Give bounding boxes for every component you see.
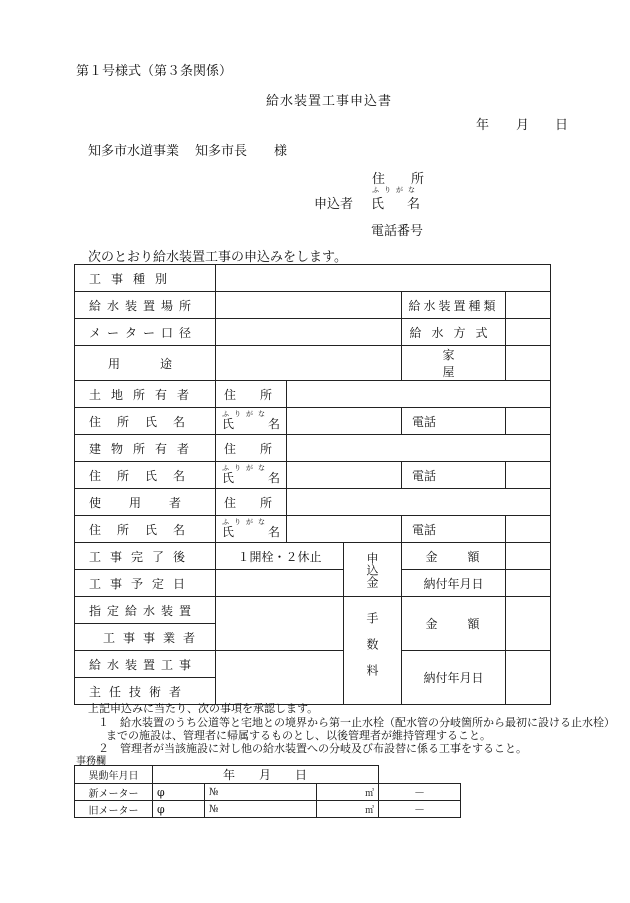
- land-owner-name-field[interactable]: [287, 408, 402, 435]
- work-type-label: 工事種別: [75, 265, 216, 292]
- building-owner-address-field[interactable]: [287, 435, 551, 462]
- building-owner-name-field[interactable]: [287, 462, 402, 489]
- change-date-field[interactable]: [153, 766, 379, 784]
- applicant-furigana: ふりがな: [372, 186, 420, 194]
- fee-label: 手数料: [344, 597, 402, 705]
- chief-engineer-label-2: 主任技術者: [75, 678, 216, 705]
- name-label-b: 名: [267, 525, 280, 539]
- usage-field[interactable]: [216, 346, 402, 381]
- addressee-sama: 様: [274, 144, 288, 159]
- land-owner-label: 土地所有者: [75, 381, 216, 408]
- applicant-address-label: 住 所: [372, 172, 425, 187]
- land-owner-name-label: 住所氏名: [75, 408, 216, 435]
- land-owner-phone-field[interactable]: [506, 408, 551, 435]
- note-line-4: ２ 管理者が当該施設に対し他の給水装置への分岐及び布設替に係る工事をすること。: [98, 742, 527, 755]
- user-address-label: 住 所: [216, 489, 287, 516]
- note-line-1: 上記申込みに当たり、次の事項を承認します。: [88, 702, 319, 715]
- supply-method-field[interactable]: [506, 319, 551, 346]
- applicant-name-label-b: 名: [407, 197, 421, 212]
- blank-cell: [379, 766, 461, 784]
- building-owner-phone-field[interactable]: [506, 462, 551, 489]
- user-name-label: 住所氏名: [75, 516, 216, 543]
- building-owner-address-label: 住 所: [216, 435, 287, 462]
- date-month: 月: [516, 118, 530, 133]
- fee-amount-label: 金 額: [402, 597, 506, 651]
- name-label-a: 氏: [222, 525, 235, 539]
- user-phone-field[interactable]: [506, 516, 551, 543]
- name-label-a: 氏: [222, 471, 235, 485]
- applicant-phone-label: 電話番号: [371, 224, 424, 239]
- office-table: [74, 765, 461, 818]
- building-owner-name-label: 住所氏名: [75, 462, 216, 489]
- house-field[interactable]: [506, 346, 551, 381]
- applicant-name-label-a: 氏: [371, 197, 385, 212]
- device-type-field[interactable]: [506, 292, 551, 319]
- user-label: 使用者: [75, 489, 216, 516]
- old-meter-m3[interactable]: ㎥: [317, 801, 379, 818]
- designated-contractor-label-1: 指定給水装置: [75, 597, 216, 624]
- old-meter-phi[interactable]: φ: [153, 801, 205, 818]
- land-owner-phone-label: 電話: [402, 408, 506, 435]
- note-line-2: １ 給水装置のうち公道等と宅地との境界から第一止水栓（配水管の分岐箇所から最初に設ける止水栓）: [98, 716, 615, 729]
- supply-method-label: 給水方式: [402, 319, 506, 346]
- new-meter-dash: －: [379, 784, 461, 801]
- new-meter-number[interactable]: №: [205, 784, 317, 801]
- intro-text: 次のとおり給水装置工事の申込みをします。: [88, 250, 347, 265]
- chief-engineer-label-1: 給水装置工事: [75, 651, 216, 678]
- scheduled-date-label: 工事予定日: [75, 570, 216, 597]
- furigana-label: ふりがな: [222, 464, 270, 472]
- building-owner-name-label-cell: [216, 462, 287, 489]
- name-label-b: 名: [267, 417, 280, 431]
- form-number: 第１号様式（第３条関係）: [76, 64, 233, 79]
- addressee-mayor: 知多市長: [195, 144, 248, 159]
- designated-contractor-field[interactable]: [216, 597, 344, 651]
- building-owner-label: 建物所有者: [75, 435, 216, 462]
- new-meter-label: 新メーター: [75, 784, 153, 801]
- user-address-field[interactable]: [287, 489, 551, 516]
- fee-payment-date-field[interactable]: [506, 651, 551, 705]
- office-title: 事務欄: [76, 756, 106, 767]
- land-owner-name-label-cell: [216, 408, 287, 435]
- furigana-label: ふりがな: [222, 518, 270, 526]
- new-meter-m3[interactable]: ㎥: [317, 784, 379, 801]
- name-label-b: 名: [267, 471, 280, 485]
- name-label-a: 氏: [222, 417, 235, 431]
- designated-contractor-label-2: 工事事業者: [75, 624, 216, 651]
- device-type-label: 給水装置種類: [402, 292, 506, 319]
- addressee-city: 知多市水道事業: [88, 144, 180, 159]
- date-day: 日: [555, 118, 569, 133]
- change-date-day: 日: [295, 768, 308, 782]
- deposit-amount-label: 金 額: [402, 543, 506, 570]
- old-meter-label: 旧メーター: [75, 801, 153, 818]
- user-name-label-cell: [216, 516, 287, 543]
- user-name-field[interactable]: [287, 516, 402, 543]
- land-owner-address-field[interactable]: [287, 381, 551, 408]
- scheduled-date-field[interactable]: [216, 570, 344, 597]
- meter-diameter-label: メーター口径: [75, 319, 216, 346]
- old-meter-dash: －: [379, 801, 461, 818]
- deposit-payment-date-label: 納付年月日: [402, 570, 506, 597]
- chief-engineer-field[interactable]: [216, 651, 344, 705]
- house-label: 家屋: [402, 346, 506, 381]
- note-line-3: までの施設は、管理者に帰属するものとし、以後管理者が維持管理すること。: [106, 729, 491, 742]
- applicant-label: 申込者: [314, 197, 354, 212]
- page-title: 給水装置工事申込書: [266, 94, 393, 109]
- date-year: 年: [476, 118, 490, 133]
- open-close-option[interactable]: １開栓・２休止: [216, 543, 344, 570]
- change-date-year: 年: [223, 768, 236, 782]
- location-label: 給水装置場所: [75, 292, 216, 319]
- meter-diameter-field[interactable]: [216, 319, 402, 346]
- change-date-month: 月: [259, 768, 272, 782]
- deposit-label: 申込金: [344, 543, 402, 597]
- furigana-label: ふりがな: [222, 410, 270, 418]
- fee-payment-date-label: 納付年月日: [402, 651, 506, 705]
- deposit-payment-date-field[interactable]: [506, 570, 551, 597]
- land-owner-address-label: 住 所: [216, 381, 287, 408]
- user-phone-label: 電話: [402, 516, 506, 543]
- work-type-field[interactable]: [216, 265, 551, 292]
- fee-amount-field[interactable]: [506, 597, 551, 651]
- old-meter-number[interactable]: №: [205, 801, 317, 818]
- after-completion-label: 工事完了後: [75, 543, 216, 570]
- new-meter-phi[interactable]: φ: [153, 784, 205, 801]
- location-field[interactable]: [216, 292, 402, 319]
- deposit-amount-field[interactable]: [506, 543, 551, 570]
- usage-label: 用途: [75, 346, 216, 381]
- building-owner-phone-label: 電話: [402, 462, 506, 489]
- change-date-label: 異動年月日: [75, 766, 153, 784]
- application-table: [74, 264, 551, 705]
